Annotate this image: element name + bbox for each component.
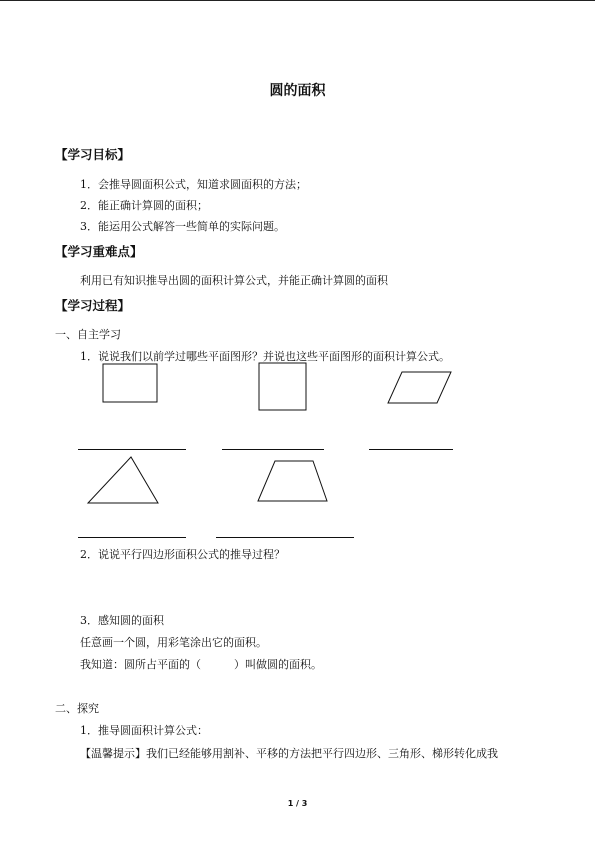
parallelogram-shape: [388, 372, 451, 403]
part1-question-3: 3．感知圆的面积: [80, 614, 164, 627]
part1-question-3-line2: 我知道：圆所占平面的（ ）叫做圆的面积。: [80, 658, 322, 671]
part1-label: 一、自主学习: [55, 328, 121, 341]
answer-line-trapezoid[interactable]: [216, 537, 354, 538]
square-shape: [259, 363, 306, 410]
part2-hint: 【温馨提示】我们已经能够用割补、平移的方法把平行四边形、三角形、梯形转化成我: [80, 747, 498, 760]
part1-question-3-line1: 任意画一个圆，用彩笔涂出它的面积。: [80, 636, 267, 649]
triangle-shape: [88, 457, 158, 503]
key-points-text: 利用已有知识推导出圆的面积计算公式，并能正确计算圆的面积: [80, 274, 388, 287]
part1-question-1: 1．说说我们以前学过哪些平面图形？并说也这些平面图形的面积计算公式。: [80, 350, 450, 363]
page-number: 1 / 3: [287, 799, 308, 808]
process-heading: 【学习过程】: [55, 298, 131, 313]
answer-line-rectangle[interactable]: [78, 449, 186, 450]
goals-heading: 【学习目标】: [55, 147, 131, 162]
key-points-heading: 【学习重难点】: [55, 244, 143, 259]
part2-label: 二、探究: [55, 702, 99, 715]
page-title: 圆的面积: [269, 83, 326, 99]
part2-question-1: 1．推导圆面积计算公式：: [80, 724, 208, 737]
answer-line-square[interactable]: [222, 449, 324, 450]
goal-item-1: 1．会推导圆面积公式，知道求圆面积的方法；: [80, 178, 307, 191]
answer-line-triangle[interactable]: [78, 537, 186, 538]
rectangle-shape: [103, 364, 157, 402]
answer-line-parallelogram[interactable]: [369, 449, 453, 450]
part1-question-2: 2．说说平行四边形面积公式的推导过程？: [80, 548, 285, 561]
goal-item-2: 2．能正确计算圆的面积；: [80, 199, 208, 212]
trapezoid-shape: [258, 461, 327, 501]
goal-item-3: 3．能运用公式解答一些简单的实际问题。: [80, 220, 285, 233]
